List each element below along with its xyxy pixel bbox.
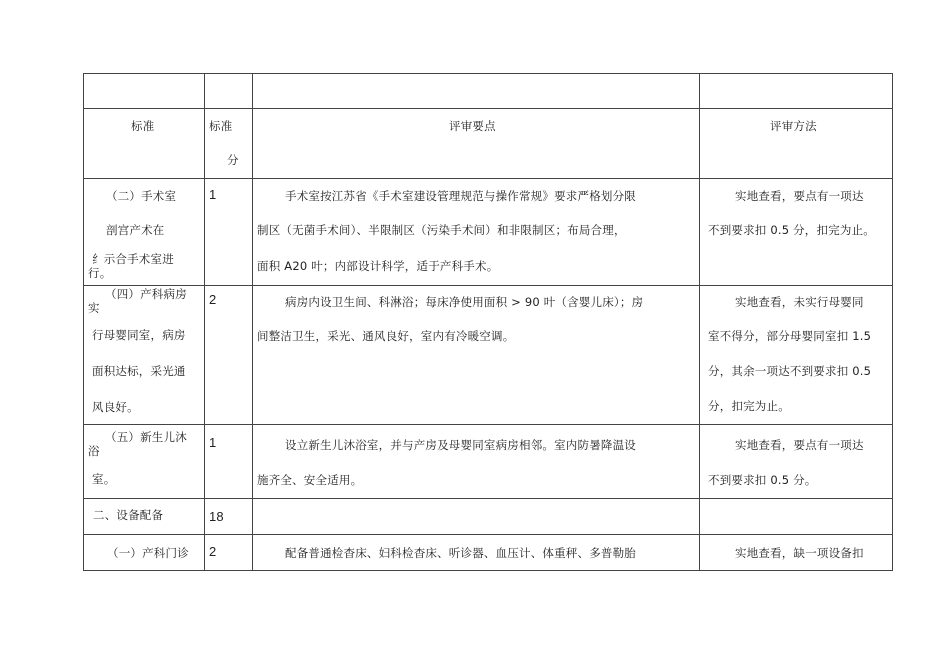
row-title-line: 实 [88, 301, 100, 315]
header-standard: 标准 [131, 119, 155, 133]
row-point-line: 制区（无菌手术间）、半限制区（污染手术间）和非限制区；布局合理， [257, 223, 626, 237]
row-title-line: 风良好。 [92, 400, 139, 414]
row-method-line: 实地查看，要点有一项达 [735, 438, 864, 452]
row-title-line: 面积达标，采光通 [92, 364, 186, 378]
row-point-line: 间整洁卫生，采光、通风良好，室内有冷暖空调。 [257, 329, 515, 343]
col-border [252, 73, 253, 571]
col-border [892, 73, 893, 571]
row-point-line: 配备普通检杳床、妇科检杳床、听诊器、血压计、体重秤、多普勒胎 [285, 546, 636, 560]
row-score: 1 [209, 435, 217, 450]
row-title-line: 纟示合手术室进 [92, 252, 174, 266]
row-point-line: 设立新生儿沐浴室，并与产房及母婴同室病房相邻。室内防暑降温设 [285, 438, 636, 452]
col-border [699, 73, 700, 571]
row-method-line: 实地查看，要点有一项达 [735, 189, 864, 203]
row-method-line: 室不得分，部分母婴同室扣 1.5 [708, 329, 872, 343]
row-title-line: 室。 [92, 472, 116, 486]
row-score: 18 [209, 509, 224, 524]
row-method-line: 不到要求扣 0.5 分。 [708, 473, 817, 487]
row-title-line: 剖宫产术在 [106, 223, 165, 237]
row-score: 2 [209, 292, 217, 307]
col-border [204, 73, 205, 571]
row-method-line: 分，其余一项达不到要求扣 0.5 [708, 364, 872, 378]
header-score: 标准 [209, 119, 233, 133]
row-title-line: （四）产科病房 [105, 287, 187, 301]
row-point-line: 施齐全、安全适用。 [257, 473, 363, 487]
row-method-line: 分，扣完为止。 [708, 399, 790, 413]
row-title-line: 浴 [88, 444, 100, 458]
row-title-line: （五）新生儿沐 [105, 430, 187, 444]
row-method-line: 实地查看，缺一项设备扣 [735, 546, 864, 560]
row-title-line: 行母婴同室，病房 [92, 328, 186, 342]
header-score-unit: 分 [227, 153, 239, 167]
row-score: 2 [209, 544, 217, 559]
header-review-method: 评审方法 [770, 119, 817, 133]
row-title-line: （一）产科门诊 [107, 546, 189, 560]
row-title-line: （二）手术室 [106, 189, 177, 203]
col-border [83, 73, 84, 571]
row-method-line: 实地查看，未实行母婴同 [735, 295, 864, 309]
row-title-line: 行。 [88, 266, 112, 280]
row-point-line: 面积 A20 叶；内部设计科学，适于产科手术。 [257, 259, 499, 273]
row-score: 1 [209, 187, 217, 202]
row-method-line: 不到要求扣 0.5 分，扣完为止。 [708, 223, 875, 237]
row-point-line: 手术室按江苏省《手术室建设管理规范与操作常规》要求严格划分限 [285, 189, 636, 203]
header-review-points: 评审要点 [449, 119, 496, 133]
row-point-line: 病房内设卫生间、科淋浴；每床净使用面积 > 90 叶（含婴儿床）；房 [285, 295, 644, 309]
row-title-line: 二、设备配备 [93, 508, 164, 522]
